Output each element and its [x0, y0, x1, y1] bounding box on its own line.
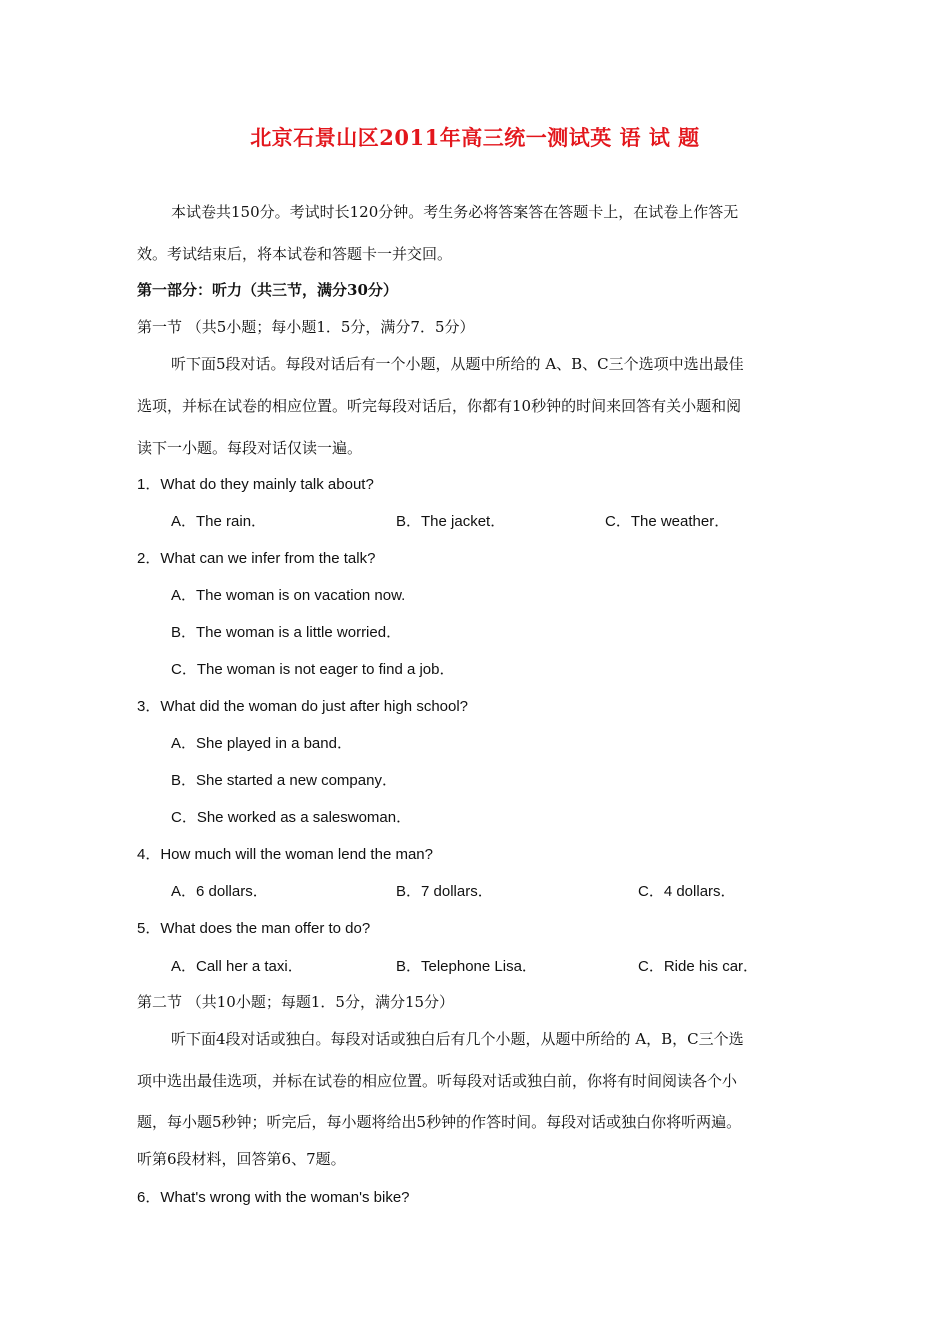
- q5-option-b: B．Telephone Lisa．: [396, 958, 537, 975]
- q2-option-b: B．The woman is a little worried．: [171, 624, 402, 641]
- q4-option-c: C．4 dollars．: [638, 883, 736, 900]
- intro-line-2: 效。考试结束后，将本试卷和答题卡一并交回。: [137, 245, 453, 263]
- question-2: 2．What can we infer from the talk?: [137, 550, 376, 567]
- question-1: 1．What do they mainly talk about?: [137, 476, 374, 493]
- section1-instruction-2: 选项，并标在试卷的相应位置。听完每段对话后，你都有10秒钟的时间来回答有关小题和阅: [137, 397, 742, 415]
- section2-instruction-1: 听下面4段对话或独白。每段对话或独白后有几个小题，从题中所给的 A，B，C三个选: [171, 1030, 744, 1048]
- q2-option-a: A．The woman is on vacation now.: [171, 587, 406, 604]
- q2-option-c: C．The woman is not eager to find a job．: [171, 661, 455, 678]
- section1-instruction-1: 听下面5段对话。每段对话后有一个小题，从题中所给的 A、B、C三个选项中选出最佳: [171, 355, 744, 373]
- q5-option-c: C．Ride his car．: [638, 958, 759, 975]
- section1-instruction-3: 读下一小题。每段对话仅读一遍。: [137, 439, 363, 457]
- q5-option-a: A．Call her a taxi．: [171, 958, 303, 975]
- section2-instruction-4: 听第6段材料，回答第6、7题。: [137, 1150, 346, 1168]
- exam-title: 北京石景山区2011年高三统一测试英 语 试 题: [250, 125, 700, 150]
- question-4: 4．How much will the woman lend the man?: [137, 846, 433, 863]
- intro-line-1: 本试卷共150分。考试时长120分钟。考生务必将答案答在答题卡上，在试卷上作答无: [171, 203, 739, 221]
- section2-instruction-3: 题，每小题5秒钟；听完后，每小题将给出5秒钟的作答时间。每段对话或独白你将听两遍。: [137, 1113, 742, 1131]
- q3-option-a: A．She played in a band．: [171, 735, 352, 752]
- q4-option-a: A．6 dollars．: [171, 883, 268, 900]
- question-5: 5．What does the man offer to do?: [137, 920, 371, 937]
- q4-option-b: B．7 dollars．: [396, 883, 493, 900]
- q1-option-b: B．The jacket．: [396, 513, 506, 530]
- section1-heading: 第一节 （共5小题；每小题1．5分，满分7．5分）: [137, 318, 475, 336]
- q3-option-b: B．She started a new company．: [171, 772, 397, 789]
- question-3: 3．What did the woman do just after high school?: [137, 698, 469, 715]
- question-6: 6．What's wrong with the woman's bike?: [137, 1189, 410, 1206]
- section2-instruction-2: 项中选出最佳选项，并标在试卷的相应位置。听每段对话或独白前，你将有时间阅读各个小: [137, 1072, 738, 1090]
- q3-option-c: C．She worked as a saleswoman．: [171, 809, 412, 826]
- q1-option-a: A．The rain．: [171, 513, 267, 530]
- section2-heading: 第二节 （共10小题；每题1．5分，满分15分）: [137, 993, 455, 1011]
- part1-heading: 第一部分：听力（共三节，满分30分）: [137, 281, 398, 299]
- q1-option-c: C．The weather．: [605, 513, 730, 530]
